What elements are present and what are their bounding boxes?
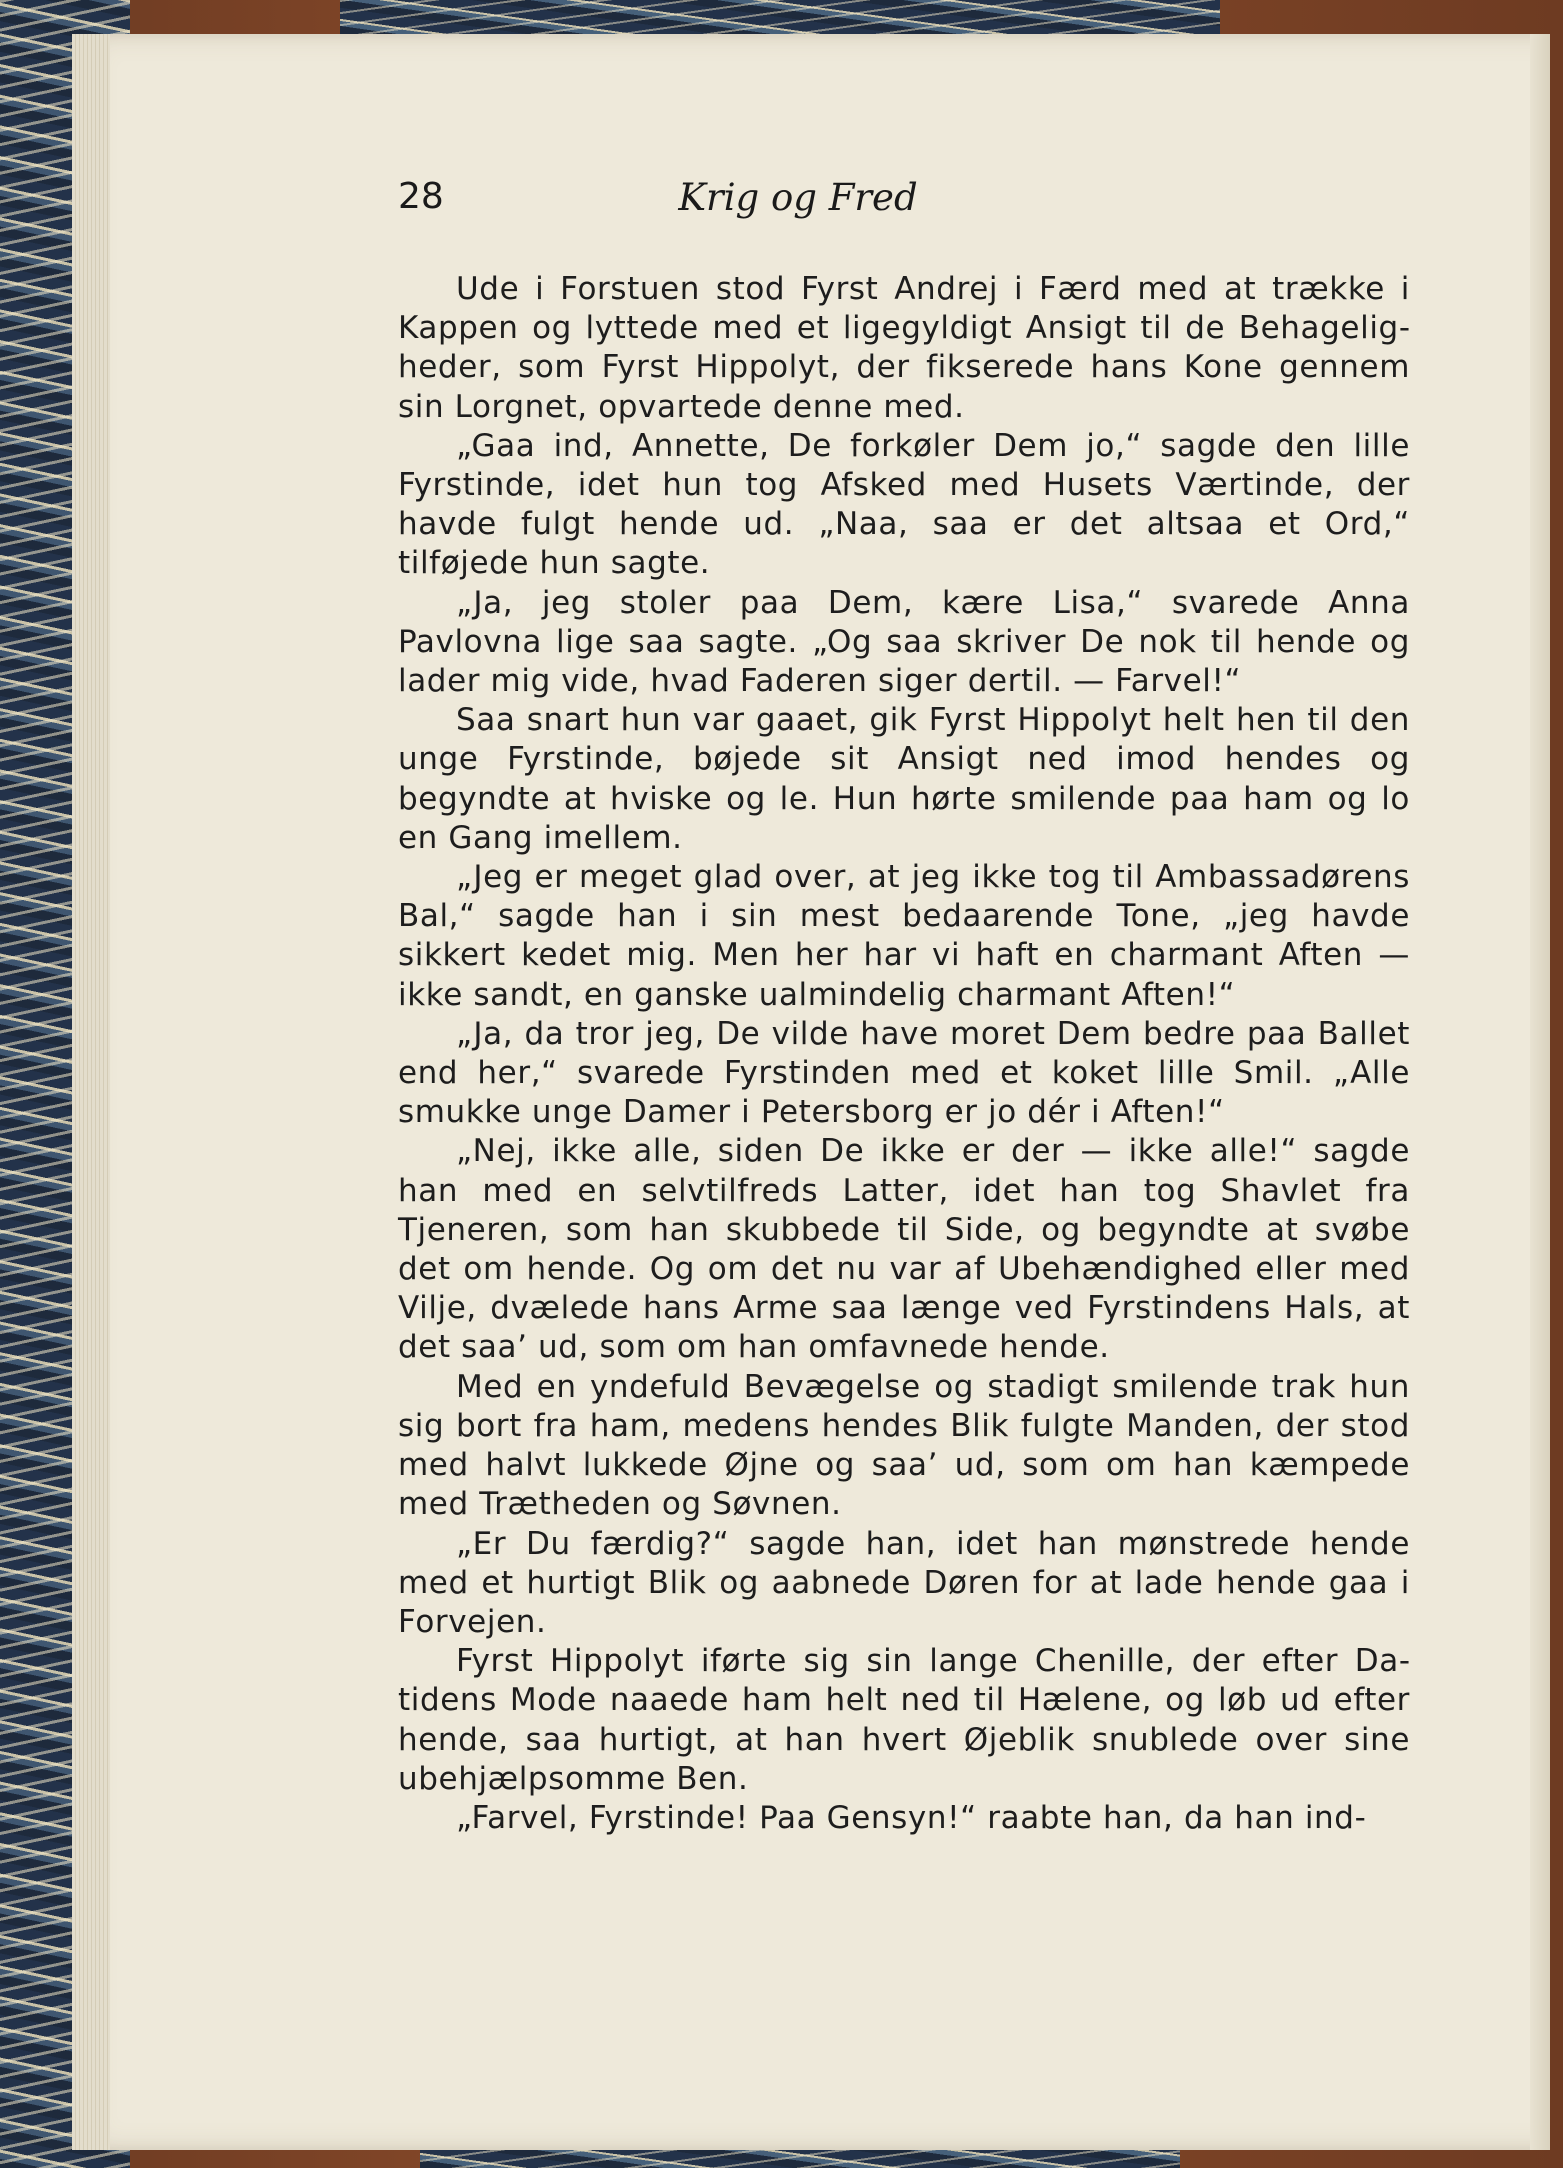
- paragraph: Saa snart hun var gaaet, gik Fyrst Hippolyt helt hen til den unge Fyrstinde, bøjede sit Ansigt ned imod hendes og begyndte at hviske og le. Hun hørte smilende paa ham og lo en Gang imellem.: [398, 702, 1410, 856]
- paragraph: Ude i Forstuen stod Fyrst Andrej i Færd med at trække i Kappen og lyttede med et ligegyldigt Ansigt til de Behageligheder, som Fyrst Hippolyt, der fikserede hans Kone gennem sin Lorgnet, opvartede denne med.: [398, 271, 1410, 425]
- paragraph: „Ja, jeg stoler paa Dem, kære Lisa,“ svarede Anna Pavlovna lige saa sagte. „Og saa skriver De nok til hende og lader mig vide, hvad Faderen siger dertil. — Farvel!“: [398, 584, 1410, 700]
- paragraph: Fyrst Hippolyt iførte sig sin lange Chenille, der efter Datidens Mode naaede ham helt ned til Hælene, og løb ud efter hende, saa hurtigt, at han hvert Øjeblik snublede over sine ubehjælpsomme Ben.: [398, 1643, 1410, 1797]
- paragraph: „Jeg er meget glad over, at jeg ikke tog til Ambassadørens Bal,“ sagde han i sin mest bedaarende Tone, „jeg havde sikkert kedet mig. Men her har vi haft en charmant Aften — ikke sandt, en ganske ualmindelig charmant Aften!“: [398, 859, 1410, 1013]
- paragraph: „Nej, ikke alle, siden De ikke er der — ikke alle!“ sagde han med en selvtilfreds Latter, idet han tog Shavlet fra Tjeneren, som han skubbede til Side, og begyndte at svøbe det om hende. Og om det nu var af Ubehændighed eller med Vilje, dvælede hans Arme saa længe ved Fyrstindens Hals, at det saa’ ud, som om han omfavnede hende.: [398, 1133, 1410, 1366]
- paragraph: Med en yndefuld Bevægelse og stadigt smilende trak hun sig bort fra ham, medens hendes Blik fulgte Manden, der stod med halvt lukkede Øjne og saa’ ud, som om han kæmpede med Trætheden og Søvnen.: [398, 1368, 1410, 1523]
- paragraph: „Farvel, Fyrstinde! Paa Gensyn!“ raabte han, da han ind-: [456, 1799, 1367, 1836]
- paragraph: „Er Du færdig?“ sagde han, idet han mønstrede hende med et hurtigt Blik og aabnede Døren for at lade hende gaa i Forvejen.: [398, 1525, 1410, 1640]
- page-right-edge: [1530, 34, 1550, 2150]
- marbled-edge-bottom: [420, 2148, 1180, 2168]
- running-title: Krig og Fred: [678, 176, 918, 219]
- paragraph: „Gaa ind, Annette, De forkøler Dem jo,“ sagde den lille Fyrstinde, idet hun tog Afsked med Husets Værtinde, der havde fulgt hende ud. „Naa, saa er det altsaa et Ord,“ tilføjede hun sagte.: [398, 427, 1410, 582]
- page-number: 28: [398, 176, 444, 217]
- page-gutter-edges: [72, 34, 110, 2150]
- page-header: [398, 176, 1410, 232]
- marbled-edge-top: [340, 0, 1220, 34]
- body-text: [398, 270, 1410, 1838]
- paragraph: „Ja, da tror jeg, De vilde have moret Dem bedre paa Ballet end her,“ svarede Fyrstinden med et koket lille Smil. „Alle smukke unge Damer i Petersborg er jo dér i Aften!“: [398, 1015, 1410, 1131]
